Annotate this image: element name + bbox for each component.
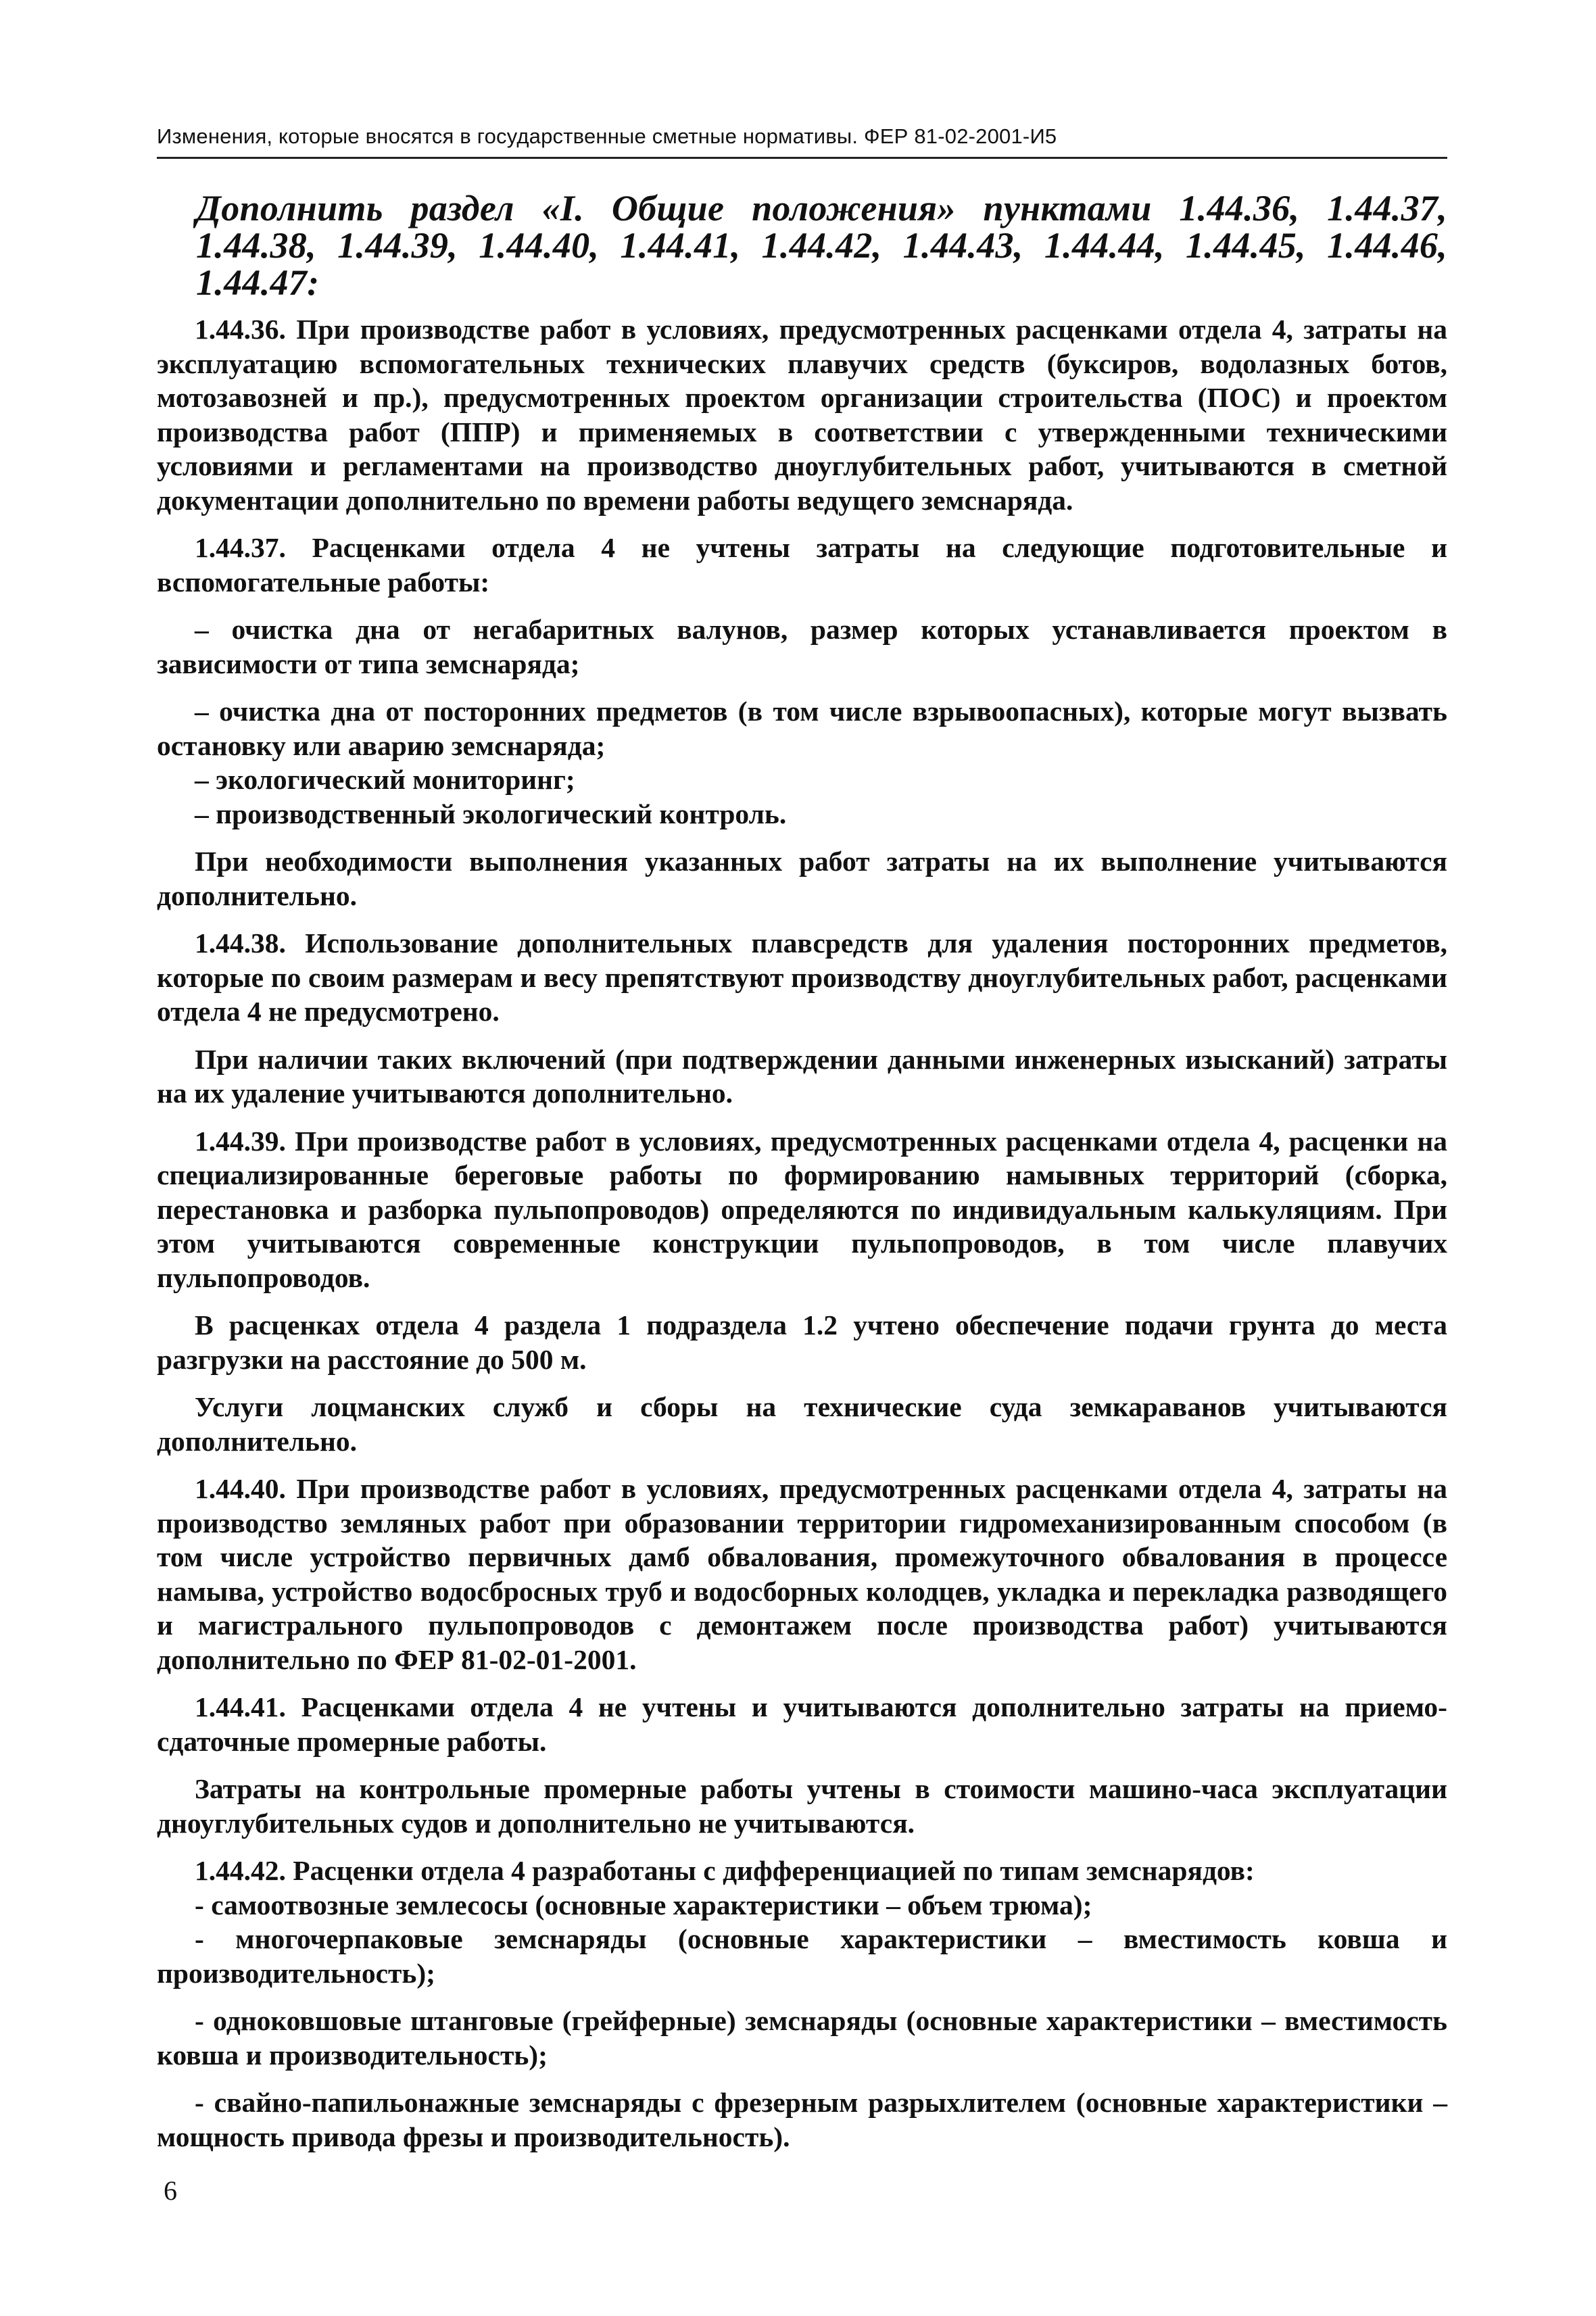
list-item: - многочерпаковые земснаряды (основные характеристики – вместимость ковша и производительность); [157, 1923, 1447, 1989]
paragraph-1-44-38: 1.44.38. Использование дополнительных плавсредств для удаления посторонних предметов, которые по своим размерам и весу препятствуют производству дноуглубительных работ, расценками отдела 4 не предусмотрено. [157, 927, 1447, 1027]
section-heading: Дополнить раздел «I. Общие положения» пунктами 1.44.36, 1.44.37, 1.44.38, 1.44.39, 1.44.40, 1.44.41, 1.44.42, 1.44.43, 1.44.44, 1.44.45, 1.44.46, 1.44.47: [196, 188, 1447, 303]
paragraph: Услуги лоцманских служб и сборы на технические суда земкараванов учитываются дополнительно. [157, 1391, 1447, 1457]
paragraph-1-44-42: 1.44.42. Расценки отдела 4 разработаны с дифференциацией по типам земснарядов: [195, 1855, 1255, 1886]
paragraph: При наличии таких включений (при подтверждении данными инженерных изысканий) затраты на их удаление учитываются дополнительно. [157, 1043, 1447, 1109]
list-item: - одноковшовые штанговые (грейферные) земснаряды (основные характеристики – вместимость ковша и производительность); [157, 2005, 1447, 2071]
list-item: – экологический мониторинг; [195, 764, 575, 795]
page-number: 6 [164, 2175, 177, 2206]
paragraph-1-44-39: 1.44.39. При производстве работ в условиях, предусмотренных расценками отдела 4, расценки на специализированные береговые работы по формированию намывных территорий (сборка, перестановка и разборка пульпопроводов) определяются по индивидуальным калькуляциям. При этом учитываются современные конструкции пульпопроводов, в том числе плавучих пульпопроводов. [157, 1125, 1447, 1293]
list-item: – производственный экологический контроль. [195, 798, 787, 829]
paragraph-1-44-41: 1.44.41. Расценками отдела 4 не учтены и учитываются дополнительно затраты на приемо-сдаточные промерные работы. [157, 1691, 1447, 1757]
running-header: Изменения, которые вносятся в государственные сметные нормативы. ФЕР 81-02-2001-И5 [157, 122, 1447, 159]
list-item: – очистка дна от негабаритных валунов, размер которых устанавливается проектом в зависимости от типа земснаряда; [157, 614, 1447, 679]
list-item: - свайно-папильонажные земснаряды с фрезерным разрыхлителем (основные характеристики – мощность привода фрезы и производительность). [157, 2087, 1447, 2152]
paragraph: При необходимости выполнения указанных работ затраты на их выполнение учитываются дополнительно. [157, 846, 1447, 911]
paragraph: В расценках отдела 4 раздела 1 подраздела 1.2 учтено обеспечение подачи грунта до места разгрузки на расстояние до 500 м. [157, 1309, 1447, 1375]
paragraph-1-44-37: 1.44.37. Расценками отдела 4 не учтены затраты на следующие подготовительные и вспомогательные работы: [157, 532, 1447, 598]
body-text [157, 312, 1447, 2154]
paragraph: Затраты на контрольные промерные работы учтены в стоимости машино-часа эксплуатации дноуглубительных судов и дополнительно не учитываются. [157, 1773, 1447, 1839]
list-item: - самоотвозные землесосы (основные характеристики – объем трюма); [195, 1889, 1092, 1921]
list-item: – очистка дна от посторонних предметов (в том числе взрывоопасных), которые могут вызвать остановку или аварию земснаряда; [157, 696, 1447, 761]
paragraph-1-44-40: 1.44.40. При производстве работ в условиях, предусмотренных расценками отдела 4, затраты на производство земляных работ при образовании территории гидромеханизированным способом (в том числе устройство первичных дамб обвалования, промежуточного обвалования в процессе намыва, устройство водосбросных труб и водосборных колодцев, укладка и перекладка разводящего и магистрального пульпопроводов с демонтажем после производства работ) учитываются дополнительно по ФЕР 81-02-01-2001. [157, 1473, 1447, 1675]
paragraph-1-44-36: 1.44.36. При производстве работ в условиях, предусмотренных расценками отдела 4, затраты на эксплуатацию вспомогательных технических плавучих средств (буксиров, водолазных ботов, мотозавозней и пр.), предусмотренных проектом организации строительства (ПОС) и проектом производства работ (ППР) и применяемых в соответствии с утвержденными техническими условиями и регламентами на производство дноуглубительных работ, учитываются в сметной документации дополнительно по времени работы ведущего земснаряда. [157, 314, 1447, 516]
